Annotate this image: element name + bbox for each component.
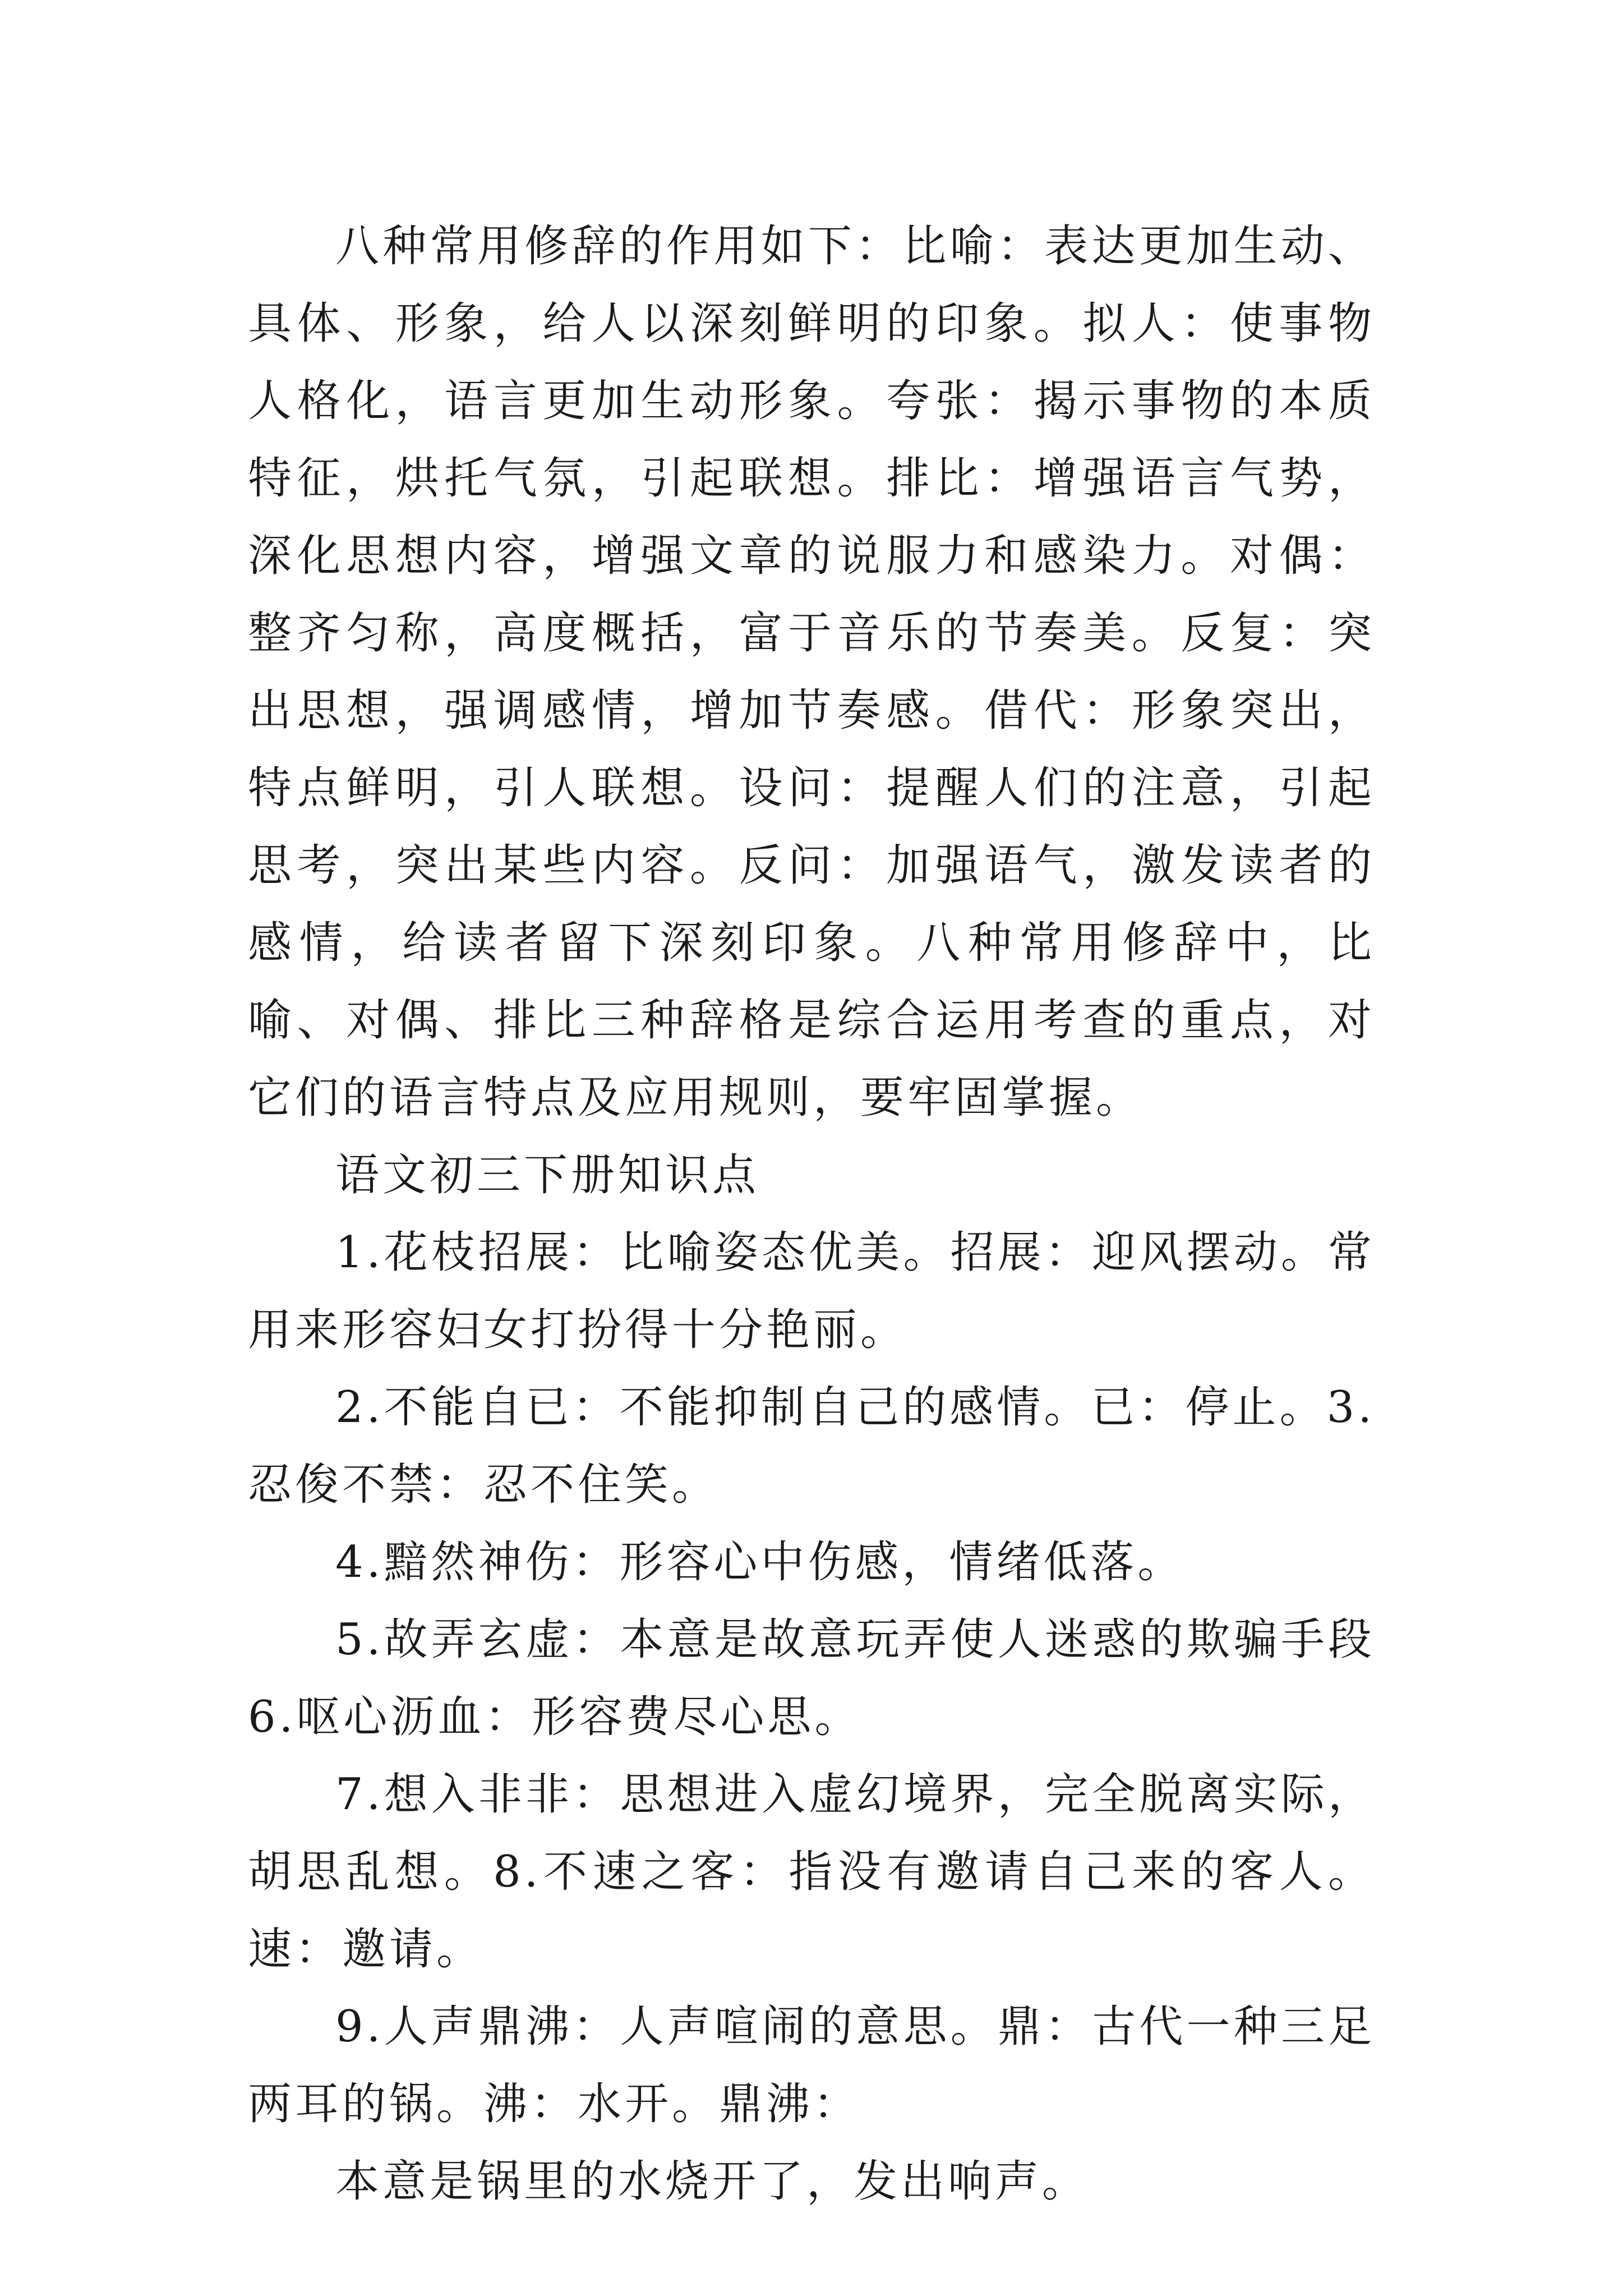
list-item: 7.想入非非：思想进入虚幻境界，完全脱离实际，胡思乱想。8.不速之客：指没有邀请自己来的客人。速：邀请。 xyxy=(248,1769,1375,1975)
list-item: 5.故弄玄虚：本意是故意玩弄使人迷惑的欺骗手段6.呕心沥血：形容费尽心思。 xyxy=(248,1614,1375,1742)
document-body xyxy=(248,208,1375,2220)
section-heading: 语文初三下册知识点 xyxy=(335,1150,760,1200)
list-item: 9.人声鼎沸：人声喧闹的意思。鼎：古代一种三足两耳的锅。沸：水开。鼎沸： xyxy=(248,2001,1375,2129)
list-item: 1.花枝招展：比喻姿态优美。招展：迎风摆动。常用来形容妇女打扮得十分艳丽。 xyxy=(248,1227,1375,1355)
list-item: 2.不能自已：不能抑制自己的感情。已：停止。3.忍俊不禁：忍不住笑。 xyxy=(248,1382,1375,1510)
list-item: 本意是锅里的水烧开了，发出响声。 xyxy=(335,2156,1090,2207)
paragraph-rhetoric-functions: 八种常用修辞的作用如下：比喻：表达更加生动、具体、形象，给人以深刻鲜明的印象。拟人：使事物人格化，语言更加生动形象。夸张：揭示事物的本质特征，烘托气氛，引起联想。排比：增强语言气势，深化思想内容，增强文章的说服力和感染力。对偶：整齐匀称，高度概括，富于音乐的节奏美。反复：突出思想，强调感情，增加节奏感。借代：形象突出，特点鲜明，引人联想。设问：提醒人们的注意，引起思考，突出某些内容。反问：加强语气，激发读者的感情，给读者留下深刻印象。八种常用修辞中，比喻、对偶、排比三种辞格是综合运用考查的重点，对它们的语言特点及应用规则，要牢固掌握。 xyxy=(248,221,1375,1123)
list-item: 4.黯然神伤：形容心中伤感，情绪低落。 xyxy=(335,1537,1185,1588)
